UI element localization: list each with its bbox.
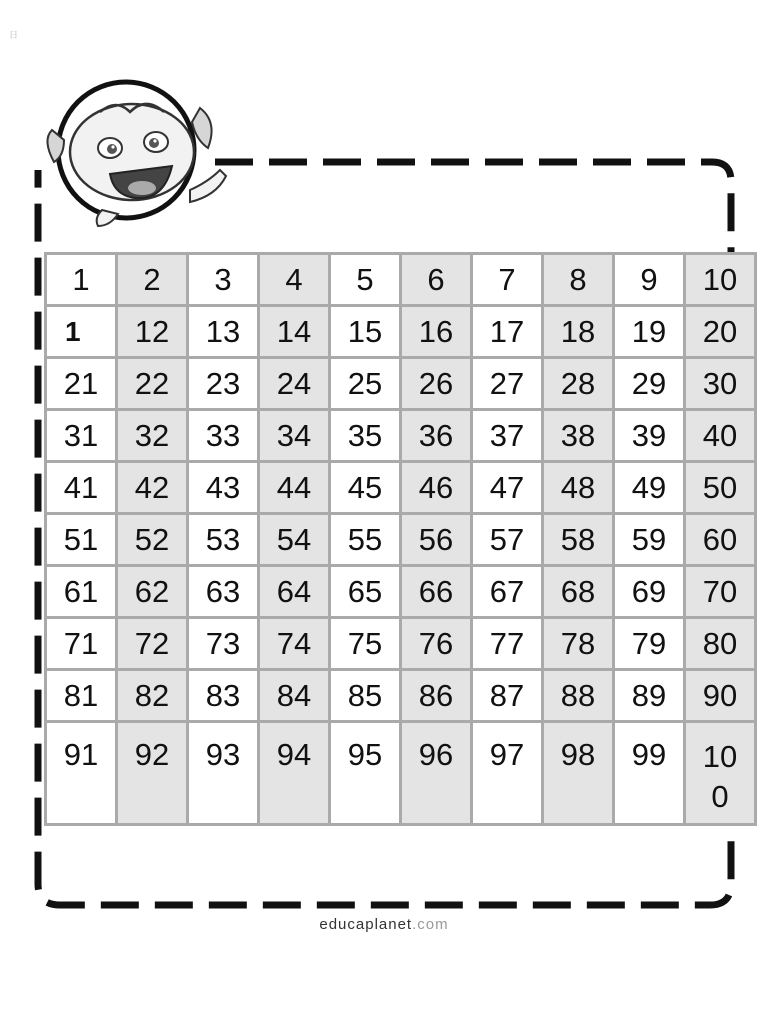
grid-cell: 30 — [685, 358, 756, 410]
grid-cell: 37 — [472, 410, 543, 462]
grid-cell: 65 — [330, 566, 401, 618]
grid-cell: 82 — [117, 670, 188, 722]
grid-cell: 61 — [46, 566, 117, 618]
grid-cell: 53 — [188, 514, 259, 566]
grid-cell: 47 — [472, 462, 543, 514]
grid-cell: 26 — [401, 358, 472, 410]
grid-cell: 27 — [472, 358, 543, 410]
grid-cell: 12 — [117, 306, 188, 358]
grid-cell: 42 — [117, 462, 188, 514]
mascot-illustration — [40, 78, 232, 238]
grid-cell: 17 — [472, 306, 543, 358]
grid-row — [46, 410, 756, 462]
grid-cell: 92 — [117, 722, 188, 825]
grid-cell: 4 — [259, 254, 330, 306]
grid-cell: 33 — [188, 410, 259, 462]
grid-cell: 74 — [259, 618, 330, 670]
grid-row — [46, 358, 756, 410]
grid-cell: 49 — [614, 462, 685, 514]
grid-cell: 84 — [259, 670, 330, 722]
grid-cell: 23 — [188, 358, 259, 410]
grid-cell: 86 — [401, 670, 472, 722]
brand-footer — [0, 916, 768, 933]
grid-cell: 98 — [543, 722, 614, 825]
grid-cell: 32 — [117, 410, 188, 462]
grid-cell: 44 — [259, 462, 330, 514]
grid-row — [46, 254, 756, 306]
grid-cell: 20 — [685, 306, 756, 358]
grid-cell: 2 — [117, 254, 188, 306]
grid-cell: 90 — [685, 670, 756, 722]
grid-cell: 69 — [614, 566, 685, 618]
grid-cell: 34 — [259, 410, 330, 462]
grid-cell: 15 — [330, 306, 401, 358]
grid-cell: 76 — [401, 618, 472, 670]
grid-cell: 10 0 — [685, 722, 756, 825]
grid-cell: 3 — [188, 254, 259, 306]
grid-cell: 54 — [259, 514, 330, 566]
grid-cell: 24 — [259, 358, 330, 410]
grid-cell: 99 — [614, 722, 685, 825]
grid-cell: 71 — [46, 618, 117, 670]
grid-cell: 28 — [543, 358, 614, 410]
grid-cell: 14 — [259, 306, 330, 358]
grid-cell: 50 — [685, 462, 756, 514]
grid-cell: 9 — [614, 254, 685, 306]
grid-cell: 58 — [543, 514, 614, 566]
grid-cell: 43 — [188, 462, 259, 514]
grid-cell: 95 — [330, 722, 401, 825]
grid-cell: 83 — [188, 670, 259, 722]
corner-mark: 日 — [9, 30, 19, 40]
grid-cell: 46 — [401, 462, 472, 514]
grid-cell: 19 — [614, 306, 685, 358]
grid-cell: 59 — [614, 514, 685, 566]
grid-cell: 7 — [472, 254, 543, 306]
grid-cell: 16 — [401, 306, 472, 358]
grid-cell: 1 — [46, 254, 117, 306]
grid-cell: 80 — [685, 618, 756, 670]
grid-cell: 87 — [472, 670, 543, 722]
grid-cell: 18 — [543, 306, 614, 358]
grid-cell: 63 — [188, 566, 259, 618]
grid-cell: 68 — [543, 566, 614, 618]
grid-cell: 48 — [543, 462, 614, 514]
grid-cell: 91 — [46, 722, 117, 825]
brand-suffix: .com — [412, 916, 449, 933]
grid-row — [46, 462, 756, 514]
grid-cell: 56 — [401, 514, 472, 566]
grid-cell: 1 — [46, 306, 117, 358]
grid-cell: 66 — [401, 566, 472, 618]
hundred-chart — [44, 252, 757, 826]
grid-row — [46, 306, 756, 358]
grid-cell: 79 — [614, 618, 685, 670]
grid-cell: 35 — [330, 410, 401, 462]
grid-cell: 89 — [614, 670, 685, 722]
grid-cell: 75 — [330, 618, 401, 670]
grid-cell: 64 — [259, 566, 330, 618]
grid-cell: 57 — [472, 514, 543, 566]
grid-cell: 8 — [543, 254, 614, 306]
grid-row — [46, 566, 756, 618]
grid-cell: 51 — [46, 514, 117, 566]
grid-cell: 67 — [472, 566, 543, 618]
grid-cell: 39 — [614, 410, 685, 462]
grid-cell: 97 — [472, 722, 543, 825]
grid-cell: 5 — [330, 254, 401, 306]
grid-cell: 31 — [46, 410, 117, 462]
grid-cell: 96 — [401, 722, 472, 825]
grid-cell: 70 — [685, 566, 756, 618]
grid-cell: 60 — [685, 514, 756, 566]
grid-cell: 45 — [330, 462, 401, 514]
grid-cell: 52 — [117, 514, 188, 566]
grid-cell: 85 — [330, 670, 401, 722]
grid-cell: 21 — [46, 358, 117, 410]
grid-cell: 36 — [401, 410, 472, 462]
grid-cell: 25 — [330, 358, 401, 410]
grid-cell: 88 — [543, 670, 614, 722]
grid-cell: 13 — [188, 306, 259, 358]
grid-cell: 22 — [117, 358, 188, 410]
grid-cell: 29 — [614, 358, 685, 410]
grid-cell: 41 — [46, 462, 117, 514]
grid-cell: 73 — [188, 618, 259, 670]
grid-cell: 94 — [259, 722, 330, 825]
grid-cell: 55 — [330, 514, 401, 566]
grid-cell: 93 — [188, 722, 259, 825]
grid-cell: 6 — [401, 254, 472, 306]
grid-cell: 78 — [543, 618, 614, 670]
grid-row — [46, 618, 756, 670]
grid-cell: 72 — [117, 618, 188, 670]
grid-row — [46, 722, 756, 825]
grid-cell: 77 — [472, 618, 543, 670]
grid-cell: 40 — [685, 410, 756, 462]
grid-cell: 81 — [46, 670, 117, 722]
grid-cell: 10 — [685, 254, 756, 306]
grid-row — [46, 670, 756, 722]
brand-name: educaplanet — [319, 916, 413, 933]
grid-cell: 62 — [117, 566, 188, 618]
grid-row — [46, 514, 756, 566]
grid-cell: 38 — [543, 410, 614, 462]
